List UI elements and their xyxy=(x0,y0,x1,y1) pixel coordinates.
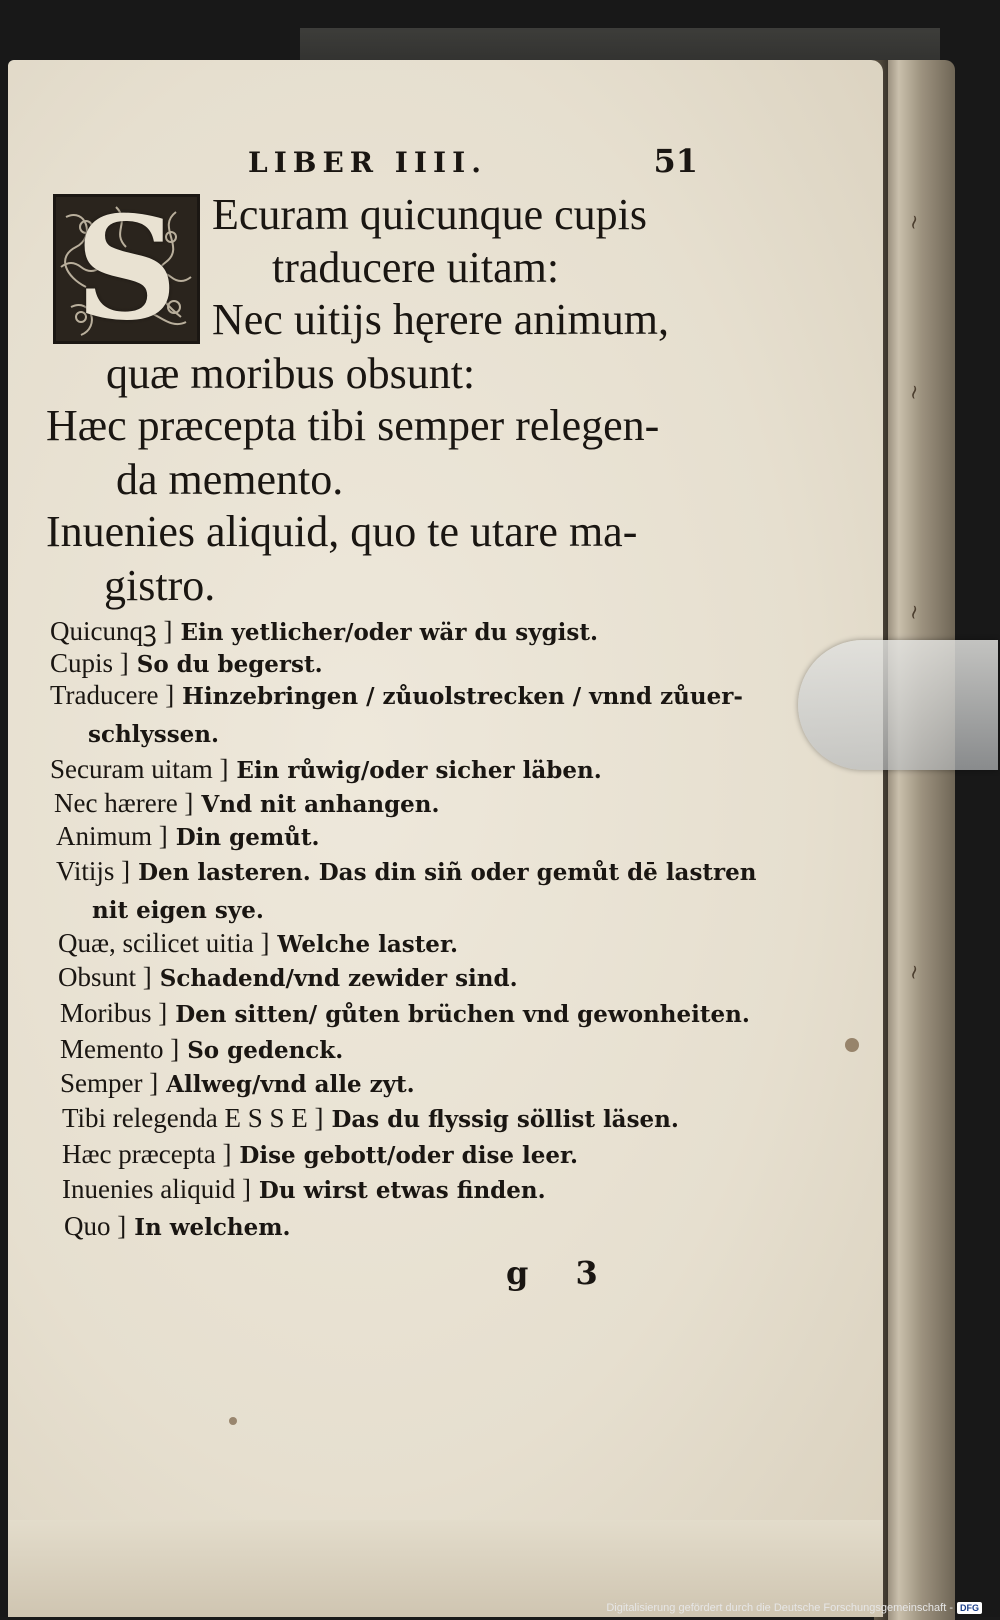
gloss-line xyxy=(92,896,264,923)
poem-line: Nec uitijs hęrere animum, xyxy=(212,295,669,344)
gloss-line xyxy=(58,964,518,991)
gloss-text: nit eigen sye. xyxy=(92,897,264,924)
gloss-lemma: Semper ] xyxy=(60,1068,159,1098)
gloss-lemma: Cupis ] xyxy=(50,648,129,678)
poem-line: quæ moribus obsunt: xyxy=(106,349,476,398)
poem-line: da memento. xyxy=(116,455,344,504)
gloss-text: Hinzebringen / zůuolstrecken / vnnd zůuer- xyxy=(182,683,743,710)
gloss-line xyxy=(56,858,757,885)
ink-stain xyxy=(229,1417,237,1425)
gloss-line xyxy=(60,1036,343,1063)
gloss-line xyxy=(64,1213,291,1240)
gloss-line xyxy=(60,1070,415,1097)
gloss-text: Ein růwig/oder sicher läben. xyxy=(236,757,602,784)
gloss-line xyxy=(62,1141,578,1168)
poem-line: Hæc præcepta tibi semper relegen- xyxy=(46,401,660,450)
gloss-text: Den sitten/ gůten brüchen vnd gewonheiten. xyxy=(175,1001,750,1028)
poem-line: traducere uitam: xyxy=(272,243,560,292)
page-number: 51 xyxy=(653,142,698,180)
edge-handwriting-mark: ~ xyxy=(900,211,927,233)
gloss-text: Welche laster. xyxy=(277,931,458,958)
page-clip-holder xyxy=(798,640,998,770)
gloss-text: Den lasteren. Das din siñ oder gemůt dē lastren xyxy=(138,859,757,886)
gloss-text: Dise gebott/oder dise leer. xyxy=(239,1142,579,1169)
gloss-lemma: Moribus ] xyxy=(60,998,168,1028)
poem-line: Inuenies aliquid, quo te utare ma- xyxy=(46,507,638,556)
dfg-logo-icon: DFG xyxy=(957,1602,982,1614)
credit-text: Digitalisierung gefördert durch die Deutsche Forschungsgemeinschaft - xyxy=(606,1602,953,1614)
gloss-text: Vnd nit anhangen. xyxy=(201,791,440,818)
gloss-lemma: Securam uitam ] xyxy=(50,754,229,784)
poem-line: Ecuram quicunque cupis xyxy=(212,190,647,239)
gloss-lemma: Tibi relegenda E S S E ] xyxy=(62,1103,324,1133)
gloss-line xyxy=(88,720,219,747)
gloss-line xyxy=(56,823,320,850)
gloss-line xyxy=(58,930,458,957)
gloss-text: In welchem. xyxy=(134,1214,291,1241)
gloss-lemma: Nec hærere ] xyxy=(54,788,194,818)
gloss-lemma: Traducere ] xyxy=(50,680,175,710)
gloss-lemma: Inuenies aliquid ] xyxy=(62,1174,251,1204)
digitization-credit xyxy=(606,1602,982,1614)
gloss-text: So du begerst. xyxy=(136,651,323,678)
gloss-line xyxy=(54,790,440,817)
gloss-lemma: Quo ] xyxy=(64,1211,127,1241)
gloss-line xyxy=(50,618,598,645)
poem-line: gistro. xyxy=(104,561,216,610)
gloss-text: So gedenck. xyxy=(187,1037,344,1064)
running-title: LIBER IIII. xyxy=(248,146,487,179)
gloss-lemma: Animum ] xyxy=(56,821,168,851)
gloss-text: Das du flyssig söllist läsen. xyxy=(331,1106,679,1133)
gloss-text: Din gemůt. xyxy=(175,824,320,851)
edge-handwriting-mark: ~ xyxy=(900,601,927,623)
gloss-text: Du wirst etwas finden. xyxy=(258,1177,546,1204)
gloss-line xyxy=(62,1105,679,1132)
gloss-line xyxy=(60,1000,750,1027)
page-header xyxy=(248,142,698,188)
gloss-lemma: Memento ] xyxy=(60,1034,180,1064)
signature-mark: g 3 xyxy=(506,1254,616,1292)
gloss-text: Schadend/vnd zewider sind. xyxy=(159,965,518,992)
decorated-initial xyxy=(53,194,200,344)
gloss-lemma: Hæc præcepta ] xyxy=(62,1139,232,1169)
gloss-line xyxy=(62,1176,546,1203)
edge-handwriting-mark: ~ xyxy=(900,961,927,983)
gloss-lemma: Quæ, scilicet uitia ] xyxy=(58,928,270,958)
gloss-lemma: Obsunt ] xyxy=(58,962,152,992)
gloss-lemma: Vitijs ] xyxy=(56,856,131,886)
gloss-text: Allweg/vnd alle zyt. xyxy=(166,1071,415,1098)
initial-letter: S xyxy=(75,194,178,344)
gloss-text: Ein yetlicher/oder wär du sygist. xyxy=(180,619,598,646)
page-block-edge xyxy=(880,60,955,1620)
gloss-text: schlyssen. xyxy=(88,721,220,748)
gloss-line xyxy=(50,682,743,709)
gloss-line xyxy=(50,756,602,783)
ink-stain xyxy=(845,1038,859,1052)
gloss-line xyxy=(50,650,323,677)
edge-handwriting-mark: ~ xyxy=(900,381,927,403)
gloss-lemma: Quicunqꝫ ] xyxy=(50,616,173,646)
